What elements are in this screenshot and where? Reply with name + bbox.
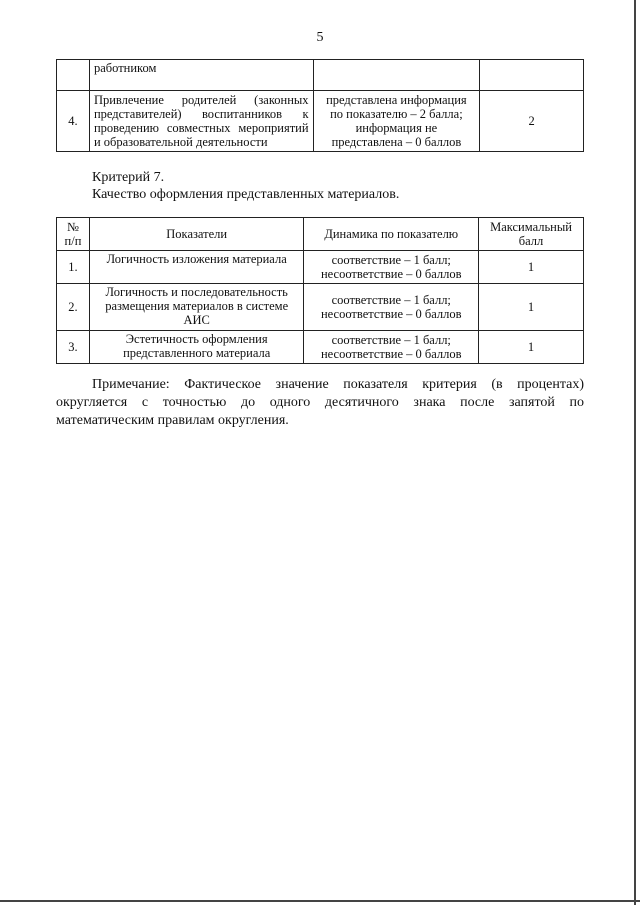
dynamics-line: соответствие – 1 балл;	[331, 293, 451, 307]
header-max-line: Максимальный	[490, 220, 572, 234]
scan-edge-bottom	[0, 900, 640, 902]
max-score-cell: 1	[479, 331, 584, 364]
table-row	[57, 331, 584, 364]
indicator-line: размещения материалов в системе	[105, 299, 289, 313]
indicator-line: представителей) воспитанников к	[93, 107, 309, 121]
header-indicators: Показатели	[89, 218, 304, 251]
header-max-score	[479, 218, 584, 251]
row-number-cell: 1.	[57, 251, 90, 284]
max-score-cell: 1	[479, 251, 584, 284]
criterion-title: Критерий 7.	[92, 170, 165, 185]
indicator-line: Эстетичность оформления	[125, 332, 268, 346]
header-number	[57, 218, 90, 251]
dynamics-line: соответствие – 1 балл;	[331, 333, 451, 347]
criterion-heading	[92, 169, 399, 203]
header-dynamics: Динамика по показателю	[304, 218, 479, 251]
page-number: 5	[316, 30, 324, 45]
note-paragraph: Примечание: Фактическое значение показателя критерия (в процентах) округляется с точностью до одного десятичного знака после запятой по математическим правилам округления.	[56, 377, 584, 428]
indicator-line: представленного материала	[123, 346, 271, 360]
table-row	[57, 91, 584, 152]
dynamics-line: представлена – 0 баллов	[331, 135, 462, 149]
indicator-line: и образовательной деятельности	[93, 135, 268, 149]
header-number-line: п/п	[64, 234, 82, 248]
indicator-cell	[89, 251, 304, 284]
indicator-line: Логичность и последовательность	[105, 285, 288, 299]
indicator-line: Логичность изложения материала	[106, 252, 287, 266]
dynamics-line: по показателю – 2 балла;	[330, 107, 463, 121]
max-score-cell	[480, 60, 584, 91]
max-score-cell: 2	[480, 91, 584, 152]
header-number-line: №	[67, 220, 79, 234]
row-number-cell: 2.	[57, 284, 90, 331]
table-row	[57, 251, 584, 284]
dynamics-cell	[304, 251, 479, 284]
indicator-cell	[89, 284, 304, 331]
row-number-cell: 4.	[57, 91, 90, 152]
criteria-table	[56, 217, 584, 364]
dynamics-line: несоответствие – 0 баллов	[320, 347, 462, 361]
indicator-cell: работником	[89, 60, 313, 91]
dynamics-cell	[313, 60, 480, 91]
indicator-cell	[89, 331, 304, 364]
indicator-line: проведению совместных мероприятий	[93, 121, 309, 135]
scan-edge-right	[634, 0, 636, 905]
max-score-cell: 1	[479, 284, 584, 331]
dynamics-line: несоответствие – 0 баллов	[320, 307, 462, 321]
dynamics-cell	[304, 331, 479, 364]
table-header-row	[57, 218, 584, 251]
dynamics-line: представлена информация	[326, 93, 467, 107]
dynamics-line: информация не	[355, 121, 438, 135]
dynamics-cell	[304, 284, 479, 331]
row-number-cell	[57, 60, 90, 91]
continuation-table	[56, 59, 584, 152]
indicator-line: АИС	[183, 313, 210, 327]
dynamics-cell	[313, 91, 480, 152]
row-number-cell: 3.	[57, 331, 90, 364]
indicator-cell	[89, 91, 313, 152]
header-max-line: балл	[518, 234, 544, 248]
criterion-subtitle: Качество оформления представленных материалов.	[92, 187, 400, 202]
indicator-line: Привлечение родителей (законных	[93, 93, 309, 107]
table-row	[57, 60, 584, 91]
table-row	[57, 284, 584, 331]
dynamics-line: несоответствие – 0 баллов	[320, 267, 462, 281]
dynamics-line: соответствие – 1 балл;	[331, 253, 451, 267]
